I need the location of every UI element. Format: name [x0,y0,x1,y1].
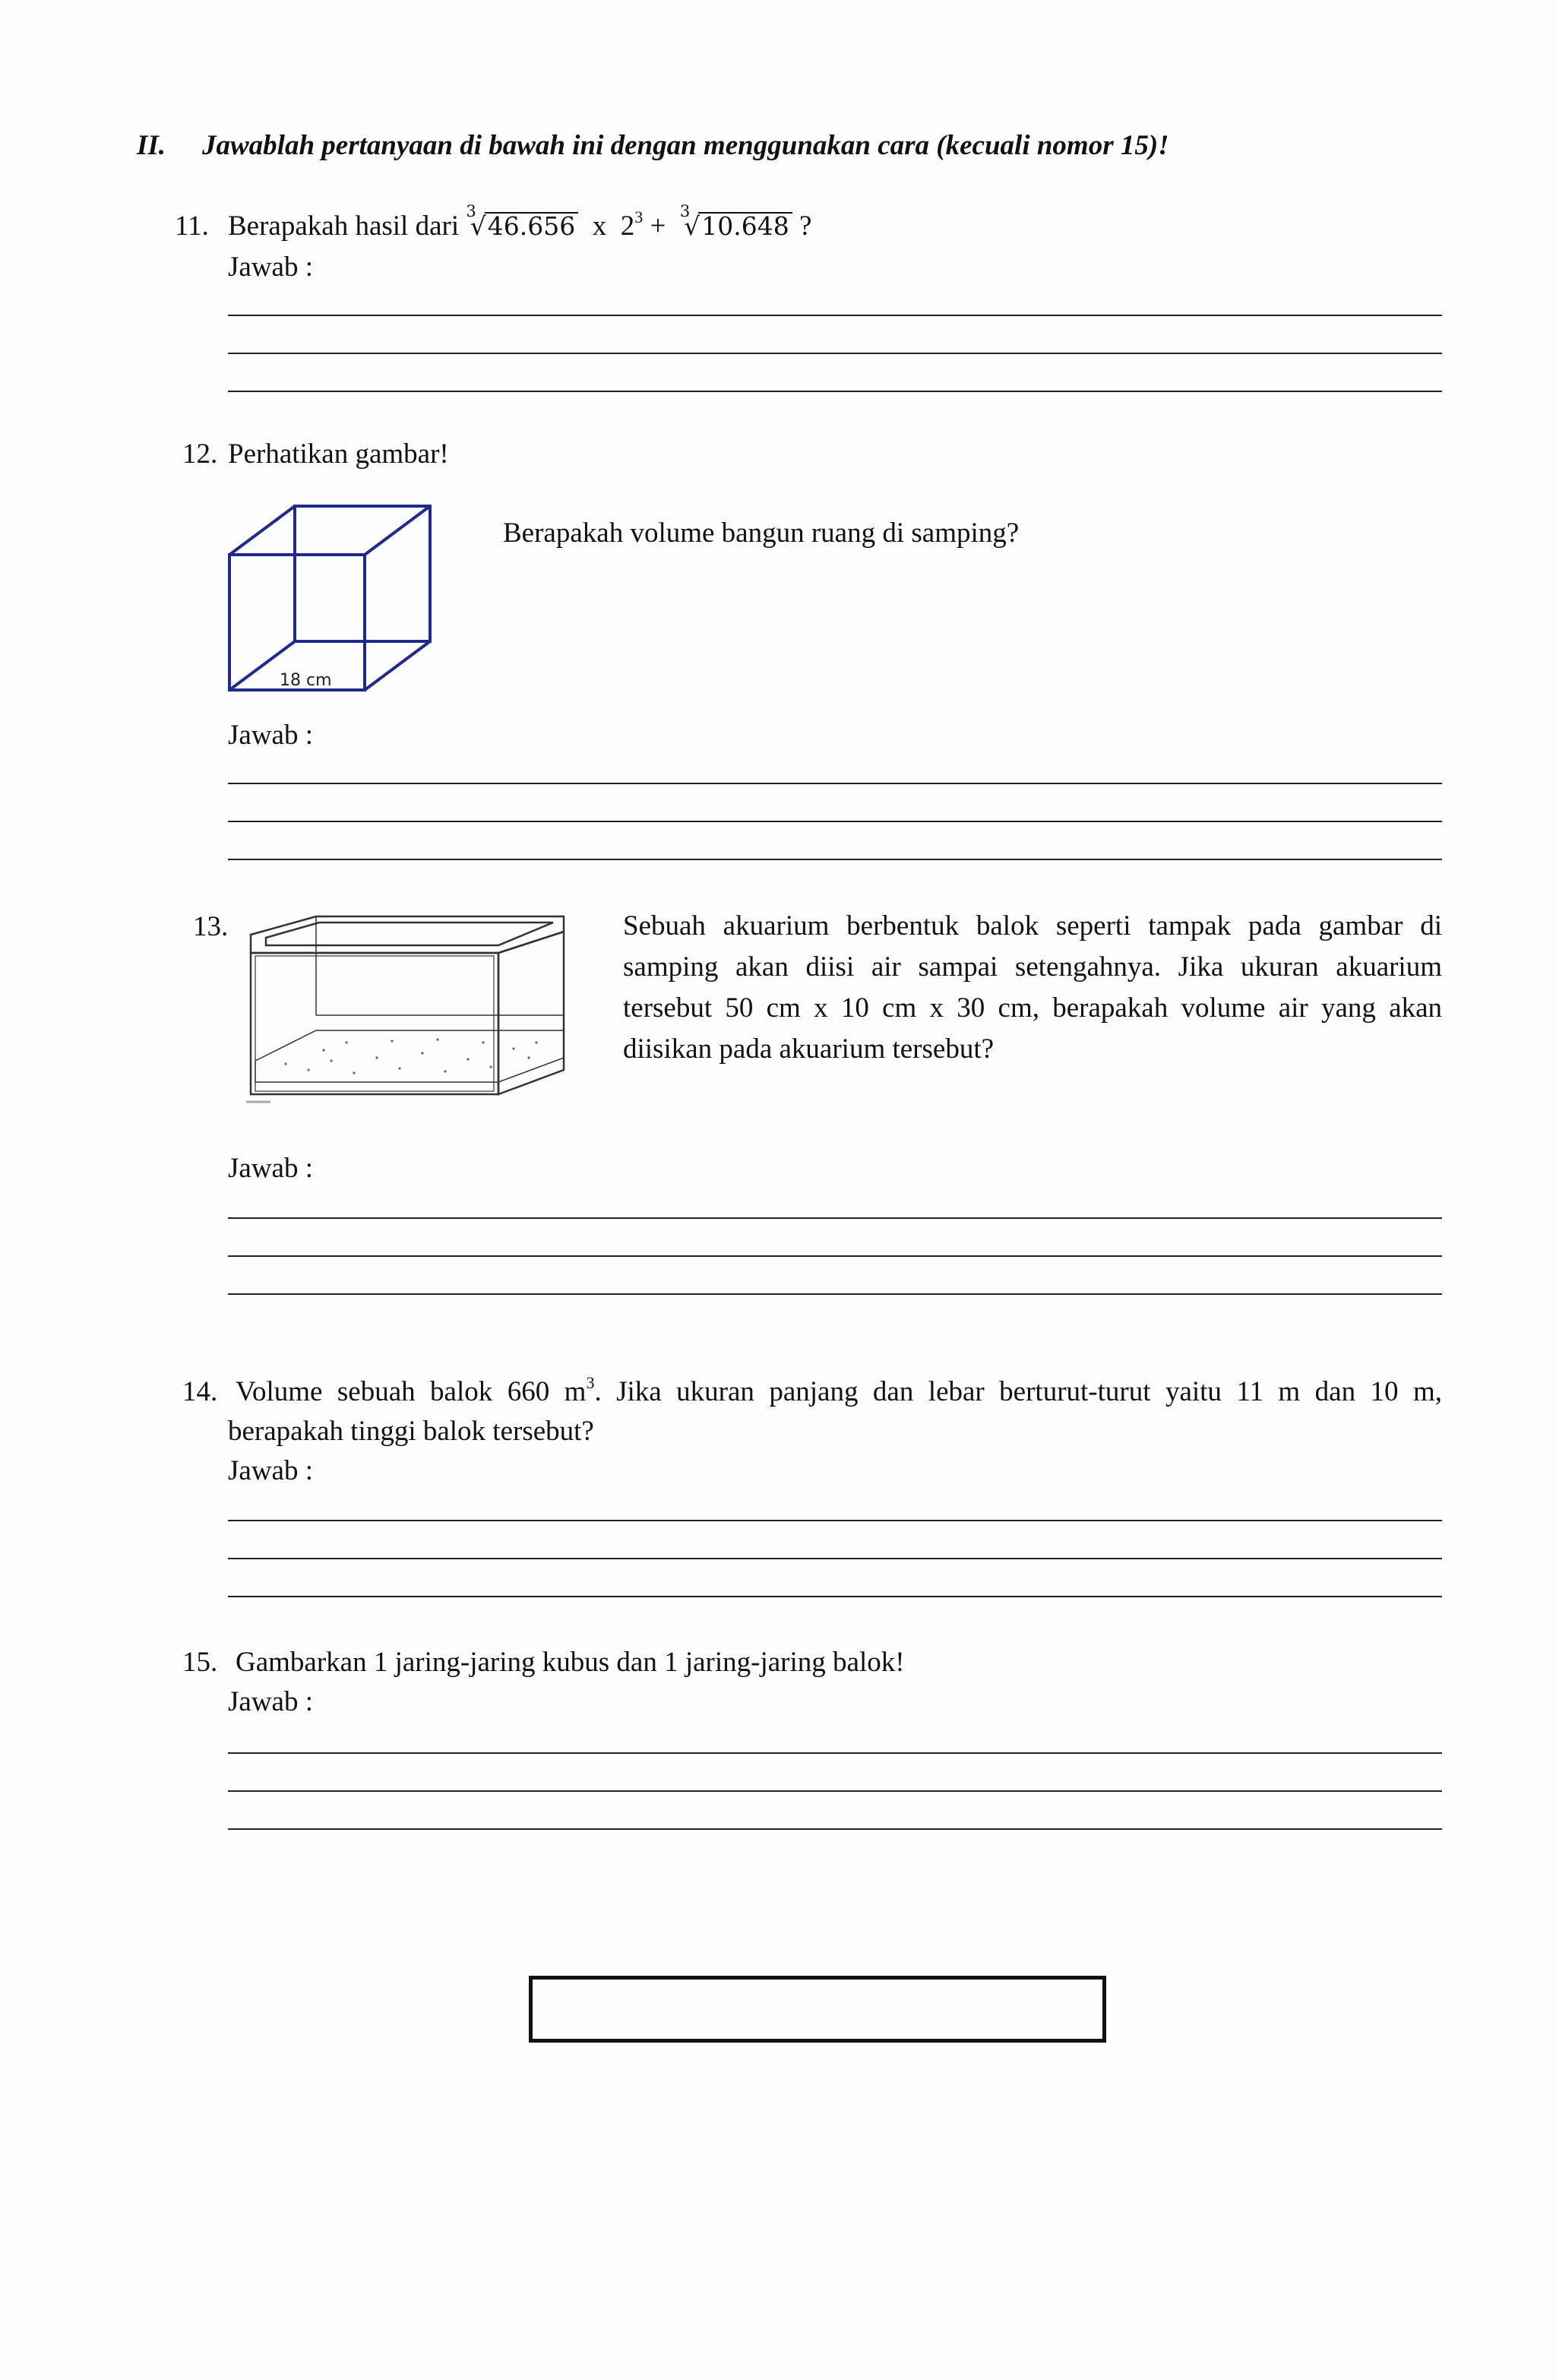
q12-question: Berapakah volume bangun ruang di samping? [503,517,1020,549]
cube-edge [365,641,430,690]
q14-answer-line-1[interactable] [228,1520,1442,1521]
q13-answer-line-3[interactable] [228,1293,1442,1295]
q12-answer-line-3[interactable] [228,859,1442,860]
q14-answer-line-2[interactable] [228,1558,1442,1559]
cube-figure [225,500,435,695]
aquarium-lid-inner [266,923,553,945]
q15-answer-label: Jawab : [228,1686,313,1717]
q11-answer-line-3[interactable] [228,391,1442,392]
aquarium-gravel [255,1030,564,1082]
q14-number: 14. [182,1376,218,1407]
q11-question [228,202,812,242]
cube-edge [229,506,295,555]
q14-text-line-2: berapakah tinggi balok tersebut? [228,1416,594,1447]
q11-cube-root-1: $^3$√46.656 [466,211,578,241]
q11-number: 11. [175,210,209,242]
q15-answer-line-3[interactable] [228,1828,1442,1830]
aquarium-front [251,953,498,1094]
q15-answer-line-2[interactable] [228,1790,1442,1792]
q15-number: 15. [182,1647,218,1678]
q13-answer-line-2[interactable] [228,1255,1442,1257]
q11-cube-root-2: $^3$√10.648 [680,211,792,241]
q11-times: x [592,210,607,242]
section-instruction: Jawablah pertanyaan di bawah ini dengan menggunakan cara (kecuali nomor 15)! [202,130,1169,161]
q13-text: Sebuah akuarium berbentuk balok seperti tampak pada gambar di samping akan diisi air sampai setengahnya. Jika ukuran akuarium tersebut 50 cm x 10 cm x 30 cm, berapakah volume air yang akan diisikan pada akuarium tersebut? [623,910,1442,1065]
q11-answer-line-1[interactable] [228,315,1442,316]
q15-answer-line-1[interactable] [228,1752,1442,1754]
q11-answer-line-2[interactable] [228,353,1442,354]
q12-prompt: Perhatikan gambar! [228,438,449,470]
empty-box [529,1976,1106,2043]
q13-answer-label: Jawab : [228,1153,313,1184]
q11-plus: + [650,210,666,242]
q14-answer-label: Jawab : [228,1455,313,1486]
q13-answer-line-1[interactable] [228,1217,1442,1219]
q11-prefix: Berapakah hasil dari [228,210,460,242]
q11-answer-label: Jawab : [228,252,313,283]
cube-edge [365,506,430,555]
cube-front-face [229,555,365,690]
q14-answer-line-3[interactable] [228,1596,1442,1597]
aquarium-gravel-dots [284,1038,537,1074]
cube-back-face [295,506,430,641]
aquarium-front-inner [255,956,494,1091]
q15-text: Gambarkan 1 jaring-jaring kubus dan 1 jaring-jaring balok! [236,1647,905,1678]
q11-power: $2^3$ [620,207,644,242]
q13-number: 13. [193,911,229,942]
q11-suffix: ? [799,210,812,242]
q12-number: 12. [182,438,218,470]
q12-answer-line-1[interactable] [228,783,1442,784]
aquarium-figure [240,909,567,1114]
section-number: II. [137,130,166,161]
cube-edge-label: 18 cm [280,671,332,690]
q12-answer-line-2[interactable] [228,821,1442,822]
q14-text-line-1: Volume sebuah balok 660 $m^3$. Jika ukuran panjang dan lebar berturut-turut yaitu 11 m dan 10 m, [236,1373,1442,1407]
q12-answer-label: Jawab : [228,720,313,751]
